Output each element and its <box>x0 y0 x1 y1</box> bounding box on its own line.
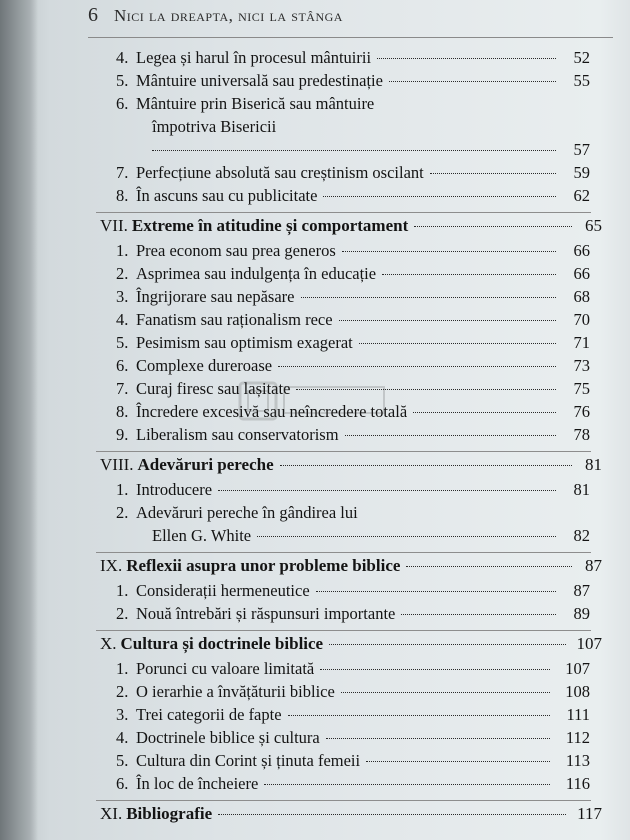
dot-leader <box>329 644 566 645</box>
toc-entry <box>100 604 590 627</box>
entry-title-continued: împotriva Bisericii <box>152 117 277 136</box>
chapter-title: Extreme în atitudine și comportament <box>131 216 409 235</box>
chapter-title: Adevăruri pereche <box>137 455 274 474</box>
entry-number: 5. <box>116 71 129 90</box>
dot-leader <box>401 614 556 615</box>
chapter-divider <box>96 451 591 452</box>
entry-page: 59 <box>573 163 590 182</box>
page-gutter-shadow <box>0 0 38 840</box>
entry-number: 6. <box>116 356 129 375</box>
chapter-number: IX. <box>100 556 123 575</box>
entry-title: Nouă întrebări și răspunsuri importante <box>136 604 396 623</box>
entry-page: 62 <box>573 186 590 205</box>
dot-leader <box>406 566 572 567</box>
dot-leader <box>301 297 557 298</box>
entry-page: 89 <box>573 604 590 623</box>
entry-number: 4. <box>116 48 129 67</box>
chapter-heading <box>100 216 602 241</box>
dot-leader <box>257 536 556 537</box>
entry-title: Complexe dureroase <box>136 356 273 375</box>
entry-page: 75 <box>573 379 590 398</box>
header-rule <box>88 37 613 38</box>
dot-leader <box>342 251 556 252</box>
entry-number: 6. <box>116 94 129 113</box>
entry-number: 2. <box>116 604 129 623</box>
dot-leader <box>326 738 550 739</box>
entry-title: Îngrijorare sau nepăsare <box>136 287 295 306</box>
entry-title: Mântuire universală sau predestinație <box>136 71 383 90</box>
entry-number: 5. <box>116 333 129 352</box>
entry-title: Considerații hermeneutice <box>136 581 310 600</box>
entry-page: 87 <box>573 581 590 600</box>
entry-title: Pesimism sau optimism exagerat <box>136 333 353 352</box>
entry-page: 55 <box>573 71 590 90</box>
toc-entry <box>100 659 590 682</box>
entry-number: 2. <box>116 503 129 522</box>
entry-title: Introducere <box>136 480 213 499</box>
entry-page: 71 <box>573 333 590 352</box>
entry-page: 66 <box>573 241 590 260</box>
toc-entry <box>100 163 590 186</box>
entry-number: 5. <box>116 751 129 770</box>
page-header <box>88 4 343 27</box>
dot-leader <box>316 591 556 592</box>
chapter-number: X. <box>100 634 117 653</box>
toc-entry <box>100 379 590 402</box>
entry-number: 4. <box>116 310 129 329</box>
toc-entry <box>100 503 590 549</box>
chapter-heading <box>100 804 602 829</box>
dot-leader <box>430 173 556 174</box>
toc-entry <box>100 333 590 356</box>
dot-leader <box>218 814 566 815</box>
entry-page: 116 <box>565 774 590 793</box>
entry-page: 108 <box>565 682 590 701</box>
entry-page: 82 <box>573 526 590 545</box>
entry-page: 73 <box>573 356 590 375</box>
dot-leader <box>366 761 550 762</box>
entry-title: În loc de încheiere <box>136 774 259 793</box>
entry-number: 7. <box>116 163 129 182</box>
toc-entry <box>100 581 590 604</box>
chapter-title: Bibliografie <box>126 804 213 823</box>
chapter-divider <box>96 630 591 631</box>
chapter-heading <box>100 455 602 480</box>
entry-number: 2. <box>116 682 129 701</box>
dot-leader <box>345 435 556 436</box>
toc-chapter <box>100 216 602 448</box>
running-head: Nici la dreapta, nici la stânga <box>114 6 343 25</box>
entry-page: 113 <box>565 751 590 770</box>
entry-title: Încredere excesivă sau neîncredere totală <box>136 402 408 421</box>
entry-number: 3. <box>116 705 129 724</box>
entry-page: 111 <box>566 705 590 724</box>
toc-entry <box>100 310 590 333</box>
dot-leader <box>414 226 572 227</box>
page-number: 6 <box>88 4 98 26</box>
entry-number: 6. <box>116 774 129 793</box>
toc-entry <box>100 728 590 751</box>
entry-title-continued: Ellen G. White <box>152 526 252 545</box>
toc-entry <box>100 48 590 71</box>
dot-leader <box>413 412 556 413</box>
entry-number: 8. <box>116 402 129 421</box>
dot-leader <box>382 274 556 275</box>
entry-title: Cultura din Corint și ținuta femeii <box>136 751 361 770</box>
chapter-divider <box>96 212 591 213</box>
entry-number: 1. <box>116 241 129 260</box>
entry-number: 2. <box>116 264 129 283</box>
entry-number: 1. <box>116 480 129 499</box>
chapter-number: VIII. <box>100 455 134 474</box>
dot-leader <box>152 150 556 151</box>
chapter-page: 107 <box>576 634 602 653</box>
entry-title: Curaj firesc sau lașitate <box>136 379 291 398</box>
dot-leader <box>341 692 550 693</box>
entry-number: 1. <box>116 659 129 678</box>
toc-entry <box>100 356 590 379</box>
chapter-heading <box>100 556 602 581</box>
entry-title: Prea econom sau prea generos <box>136 241 336 260</box>
toc-entry <box>100 751 590 774</box>
entry-title: Liberalism sau conservatorism <box>136 425 339 444</box>
toc-entry <box>100 480 590 503</box>
entry-number: 3. <box>116 287 129 306</box>
dot-leader <box>389 81 556 82</box>
entry-page: 112 <box>565 728 590 747</box>
toc-entry <box>100 241 590 264</box>
chapter-number: XI. <box>100 804 123 823</box>
dot-leader <box>320 669 550 670</box>
entry-page: 78 <box>573 425 590 444</box>
entry-page: 57 <box>573 140 590 159</box>
dot-leader <box>264 784 550 785</box>
entry-title: Fanatism sau raționalism rece <box>136 310 333 329</box>
chapter-heading <box>100 634 602 659</box>
toc-entry <box>100 71 590 94</box>
chapter-page: 87 <box>585 556 602 575</box>
chapter-page: 65 <box>585 216 602 235</box>
toc-entry <box>100 425 590 448</box>
toc-continuation <box>100 48 590 209</box>
toc-entry <box>100 682 590 705</box>
dot-leader <box>278 366 556 367</box>
entry-page: 107 <box>565 659 590 678</box>
entry-title: În ascuns sau cu publicitate <box>136 186 318 205</box>
entry-title: Trei categorii de fapte <box>136 705 282 724</box>
entry-page: 76 <box>573 402 590 421</box>
dot-leader <box>323 196 556 197</box>
toc-entry <box>100 402 590 425</box>
table-of-contents <box>100 48 602 829</box>
entry-number: 7. <box>116 379 129 398</box>
dot-leader <box>296 389 556 390</box>
toc-chapter <box>100 455 602 549</box>
entry-title: Perfecțiune absolută sau creștinism oscilant <box>136 163 424 182</box>
entry-title: O ierarhie a învățăturii biblice <box>136 682 335 701</box>
toc-entry <box>100 705 590 728</box>
dot-leader <box>359 343 556 344</box>
entry-number: 4. <box>116 728 129 747</box>
chapter-title: Reflexii asupra unor probleme biblice <box>126 556 401 575</box>
entry-title: Legea și harul în procesul mântuirii <box>136 48 372 67</box>
toc-entry <box>100 287 590 310</box>
dot-leader <box>377 58 556 59</box>
chapter-page: 117 <box>577 804 602 823</box>
entry-page: 52 <box>573 48 590 67</box>
toc-entry <box>100 264 590 287</box>
dot-leader <box>280 465 572 466</box>
entry-title: Doctrinele biblice și cultura <box>136 728 320 747</box>
entry-page: 66 <box>573 264 590 283</box>
bleed-through-text <box>582 110 630 790</box>
entry-page: 70 <box>573 310 590 329</box>
toc-chapter <box>100 804 602 829</box>
toc-entry <box>100 94 590 163</box>
entry-number: 8. <box>116 186 129 205</box>
toc-entry <box>100 774 590 797</box>
entry-page: 81 <box>573 480 590 499</box>
entry-title: Porunci cu valoare limitată <box>136 659 315 678</box>
entry-number: 9. <box>116 425 129 444</box>
entry-title: Asprimea sau indulgența în educație <box>136 264 377 283</box>
entry-title: Mântuire prin Biserică sau mântuire <box>136 94 375 113</box>
dot-leader <box>288 715 550 716</box>
dot-leader <box>339 320 556 321</box>
chapter-divider <box>96 552 591 553</box>
toc-chapter <box>100 634 602 797</box>
chapter-divider <box>96 800 591 801</box>
chapter-page: 81 <box>585 455 602 474</box>
chapter-title: Cultura și doctrinele biblice <box>120 634 324 653</box>
dot-leader <box>218 490 556 491</box>
toc-chapter <box>100 556 602 627</box>
entry-title: Adevăruri pereche în gândirea lui <box>136 503 358 522</box>
chapter-number: VII. <box>100 216 128 235</box>
toc-entry <box>100 186 590 209</box>
entry-number: 1. <box>116 581 129 600</box>
entry-page: 68 <box>573 287 590 306</box>
